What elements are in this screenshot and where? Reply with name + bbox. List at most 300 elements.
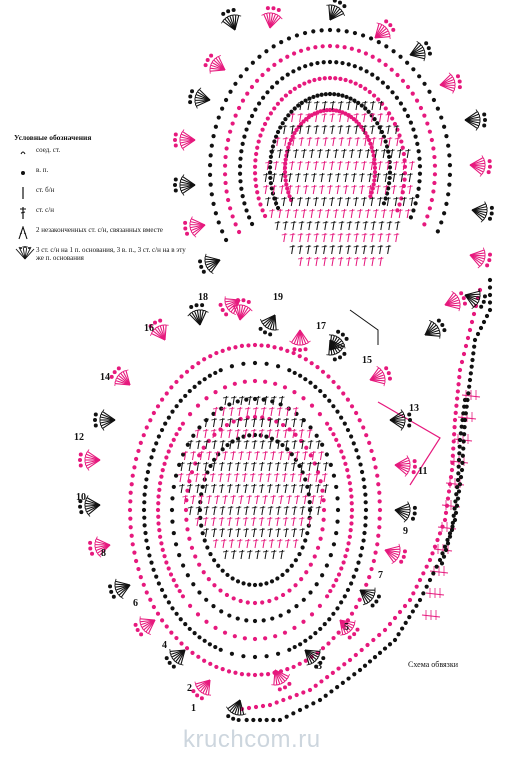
- chain-dot: [178, 427, 182, 431]
- chain-dot: [170, 520, 174, 524]
- chain-dot: [314, 684, 318, 688]
- chain-dot: [446, 192, 450, 196]
- chain-dot: [204, 620, 208, 624]
- stitch-row: [179, 462, 328, 471]
- chain-dot: [391, 49, 395, 53]
- chain-dot: [488, 278, 492, 282]
- chain-dot: [278, 718, 282, 722]
- chain-dot: [443, 518, 447, 522]
- chain-dot: [339, 566, 343, 570]
- chain-dot: [325, 422, 329, 426]
- chain-dot: [352, 441, 356, 445]
- chain-dot: [411, 609, 415, 613]
- stitch-row: [275, 137, 401, 146]
- chain-dot: [456, 478, 460, 482]
- chain-dot: [341, 681, 345, 685]
- chain-dot: [348, 658, 352, 662]
- chain-dot: [281, 593, 285, 597]
- chain-dot: [360, 546, 364, 550]
- chain-dot: [165, 624, 169, 628]
- chain-dot: [427, 90, 431, 94]
- chain-dot: [323, 622, 327, 626]
- chain-dot: [417, 187, 421, 191]
- chain-dot: [433, 164, 437, 168]
- chain-dot: [142, 516, 146, 520]
- stitch-row: [182, 451, 323, 460]
- chain-dot: [331, 584, 335, 588]
- chain-dot: [336, 508, 340, 512]
- shell-fan: [226, 700, 246, 722]
- chain-dot: [241, 362, 245, 366]
- chain-dot: [334, 578, 338, 582]
- chain-dot: [175, 404, 179, 408]
- chain-dot: [204, 396, 208, 400]
- chain-dot: [435, 565, 439, 569]
- chain-dot: [304, 446, 308, 450]
- chain-dot: [191, 434, 195, 438]
- chain-dot: [360, 648, 364, 652]
- chain-dot: [181, 422, 185, 426]
- chain-dot: [203, 377, 207, 381]
- chain-dot: [293, 106, 297, 110]
- chain-dot: [406, 85, 410, 89]
- chain-dot: [160, 588, 164, 592]
- chain-dot: [293, 87, 297, 91]
- chain-dot: [460, 468, 464, 472]
- chain-dot: [253, 158, 257, 162]
- chain-dot: [254, 705, 258, 709]
- shell-fan: [165, 649, 185, 669]
- chain-dot: [440, 561, 444, 565]
- chain-dot: [208, 662, 212, 666]
- chain-dot: [373, 465, 377, 469]
- stitch-row: [188, 440, 322, 449]
- chain-dot: [276, 130, 280, 134]
- chain-dot: [329, 553, 333, 557]
- chain-dot: [208, 642, 212, 646]
- stitch-row: [195, 517, 313, 526]
- chain-dot: [271, 144, 275, 148]
- chain-dot: [354, 605, 358, 609]
- chain-dot: [402, 178, 406, 182]
- chain-dot: [164, 455, 168, 459]
- chain-dot: [356, 561, 360, 565]
- chain-dot: [320, 93, 324, 97]
- chain-dot: [146, 546, 150, 550]
- chain-dot: [320, 443, 324, 447]
- chain-dot: [274, 596, 278, 600]
- chain-dot: [447, 183, 451, 187]
- chain-dot: [226, 138, 230, 142]
- chain-dot: [304, 357, 308, 361]
- chain-dot: [349, 521, 353, 525]
- chain-dot: [212, 558, 216, 562]
- chain-dot: [397, 202, 401, 206]
- chain-dot: [152, 411, 156, 415]
- chain-dot: [245, 718, 249, 722]
- chain-dot: [439, 220, 443, 224]
- shell-fan: [395, 455, 417, 476]
- shell-fan: [259, 315, 279, 336]
- chain-dot: [339, 416, 343, 420]
- chain-dot: [232, 419, 236, 423]
- chain-dot: [263, 380, 267, 384]
- chain-dot: [363, 493, 367, 497]
- chain-dot: [346, 588, 350, 592]
- chain-dot: [143, 485, 147, 489]
- chain-dot: [287, 142, 291, 146]
- chain-dot: [309, 62, 313, 66]
- shell-fan: [395, 502, 417, 523]
- chain-dot: [400, 626, 404, 630]
- chain-dot: [349, 494, 353, 498]
- chain-dot: [320, 489, 324, 493]
- chain-dot: [444, 134, 448, 138]
- chain-dot: [219, 648, 223, 652]
- chain-dot: [348, 96, 352, 100]
- stitch-row: [275, 221, 401, 230]
- chain-dot: [201, 485, 205, 489]
- chain-dot: [398, 55, 402, 59]
- chain-dot: [326, 374, 330, 378]
- chain-dot: [218, 588, 222, 592]
- chain-dot: [451, 446, 455, 450]
- chain-dot: [471, 351, 475, 355]
- chain-dot: [299, 49, 303, 53]
- chain-dot: [310, 404, 314, 408]
- chain-dot: [419, 106, 423, 110]
- chain-dot: [329, 689, 333, 693]
- chain-dot: [457, 465, 461, 469]
- chain-dot: [148, 598, 152, 602]
- chain-dot: [357, 49, 361, 53]
- dc-icon: [14, 206, 36, 220]
- chain-dot: [360, 470, 364, 474]
- chain-dot: [414, 604, 418, 608]
- chain-dot: [373, 170, 377, 174]
- chain-dot: [452, 506, 456, 510]
- chain-dot: [284, 157, 288, 161]
- chain-dot: [448, 163, 452, 167]
- chain-dot: [293, 371, 297, 375]
- chain-dot: [458, 368, 462, 372]
- chain-dot: [390, 68, 394, 72]
- shell-fan: [465, 109, 487, 130]
- chain-dot: [268, 165, 272, 169]
- stitch-row: [298, 101, 384, 110]
- chain-dot: [253, 165, 257, 169]
- shell-fan: [425, 319, 446, 339]
- chain-dot: [169, 443, 173, 447]
- chain-dot: [179, 641, 183, 645]
- chain-dot: [240, 344, 244, 348]
- chain-dot: [418, 598, 422, 602]
- chain-dot: [372, 93, 376, 97]
- chain-dot: [328, 589, 332, 593]
- chain-dot: [293, 583, 297, 587]
- chain-dot: [342, 662, 346, 666]
- chain-dot: [448, 482, 452, 486]
- chain-dot: [254, 184, 258, 188]
- chain-dot: [202, 446, 206, 450]
- chain-dot: [354, 81, 358, 85]
- chain-dot: [364, 583, 368, 587]
- shell-fan: [465, 289, 487, 309]
- chain-dot: [233, 345, 237, 349]
- chain-dot: [348, 481, 352, 485]
- chain-dot: [279, 347, 283, 351]
- chain-dot: [364, 51, 368, 55]
- chain-dot: [160, 428, 164, 432]
- chain-dot: [286, 73, 290, 77]
- chain-dot: [175, 612, 179, 616]
- chain-dot: [210, 192, 214, 196]
- chain-dot: [415, 585, 419, 589]
- chain-dot: [371, 638, 375, 642]
- chain-dot: [132, 465, 136, 469]
- chain-dot: [358, 553, 362, 557]
- chain-dot: [272, 106, 276, 110]
- chain-dot: [305, 705, 309, 709]
- row-number-5: 5: [344, 622, 349, 633]
- chain-dot: [292, 390, 296, 394]
- chain-dot: [308, 425, 312, 429]
- chain-dot: [318, 627, 322, 631]
- chain-dot: [193, 385, 197, 389]
- diagram-caption: Схема обвязки: [408, 660, 458, 669]
- chain-dot: [174, 474, 178, 478]
- chain-dot: [139, 575, 143, 579]
- chain-dot: [293, 645, 297, 649]
- chain-dot: [165, 391, 169, 395]
- shell-icon: [14, 246, 36, 260]
- chain-dot: [221, 667, 225, 671]
- chain-dot: [363, 664, 367, 668]
- chain-dot: [403, 108, 407, 112]
- chain-dot: [174, 584, 178, 588]
- chain-dot: [350, 515, 354, 519]
- chain-dot: [353, 31, 357, 35]
- chain-dot: [462, 352, 466, 356]
- chain-dot: [311, 701, 315, 705]
- chain-dot: [308, 688, 312, 692]
- chain-dot: [269, 111, 273, 115]
- chain-dot: [244, 127, 248, 131]
- chain-dot: [316, 546, 320, 550]
- chain-dot: [421, 571, 425, 575]
- chain-dot: [260, 73, 264, 77]
- chain-dot: [369, 36, 373, 40]
- chain-dot: [188, 389, 192, 393]
- chain-dot: [328, 92, 332, 96]
- chain-dot: [364, 433, 368, 437]
- chain-dot: [292, 51, 296, 55]
- chain-dot: [361, 538, 365, 542]
- chain-dot: [205, 545, 209, 549]
- chain-dot: [185, 646, 189, 650]
- chain-dot: [225, 593, 229, 597]
- chain-dot: [360, 103, 364, 107]
- chain-dot: [367, 441, 371, 445]
- chain-dot: [220, 229, 224, 233]
- chain-dot: [361, 477, 365, 481]
- chain-dot: [294, 458, 298, 462]
- chain-dot: [350, 612, 354, 616]
- chain-dot: [458, 438, 462, 442]
- chain-dot: [370, 73, 374, 77]
- chain-dot: [428, 130, 432, 134]
- chain-dot: [169, 572, 173, 576]
- chain-dot: [285, 349, 289, 353]
- chain-dot: [221, 349, 225, 353]
- legend-label-slip: соед. ст.: [36, 146, 61, 154]
- chain-dot: [345, 468, 349, 472]
- slip-stitch-icon: [14, 146, 36, 160]
- chain-dot: [233, 634, 237, 638]
- chain-dot: [156, 612, 160, 616]
- chain-dot: [322, 518, 326, 522]
- chain-dot: [425, 214, 429, 218]
- shell-fan: [370, 366, 392, 386]
- chain-dot: [328, 76, 332, 80]
- chain-dot: [386, 85, 390, 89]
- chain-dot: [275, 81, 279, 85]
- chain-dot: [234, 222, 238, 226]
- chain-dot: [154, 441, 158, 445]
- chain-dot: [231, 121, 235, 125]
- chain-dot: [349, 528, 353, 532]
- chain-dot: [449, 475, 453, 479]
- chain-dot: [208, 374, 212, 378]
- stitch-row: [290, 245, 392, 254]
- chain-dot: [436, 229, 440, 233]
- chain-dot: [172, 578, 176, 582]
- chain-dot: [310, 612, 314, 616]
- chain-dot: [280, 573, 284, 577]
- chain-dot: [345, 548, 349, 552]
- chain-dot: [211, 134, 215, 138]
- chain-dot: [246, 600, 250, 604]
- chain-dot: [243, 636, 247, 640]
- chain-dot: [279, 613, 283, 617]
- chain-dot: [216, 564, 220, 568]
- chain-dot: [485, 314, 489, 318]
- chain-dot: [257, 101, 261, 105]
- chain-dot: [399, 101, 403, 105]
- chain-dot: [162, 462, 166, 466]
- chain-dot: [368, 90, 372, 94]
- chain-dot: [239, 74, 243, 78]
- row-number-10: 10: [76, 492, 86, 503]
- chain-dot: [306, 47, 310, 51]
- chain-dot: [283, 117, 287, 121]
- chain-dot: [144, 538, 148, 542]
- chain-dot: [276, 102, 280, 106]
- chain-dot: [417, 74, 421, 78]
- chain-dot: [451, 521, 455, 525]
- chain-dot: [213, 626, 217, 630]
- chain-dot: [388, 176, 392, 180]
- chain-dot: [335, 496, 339, 500]
- chain-dot: [409, 215, 413, 219]
- chain-dot: [250, 222, 254, 226]
- chain-dot: [444, 202, 448, 206]
- chain-dot: [445, 504, 449, 508]
- chain-dot: [301, 396, 305, 400]
- chain-dot: [233, 82, 237, 86]
- stitch-row: [269, 209, 411, 218]
- chain-dot: [413, 135, 417, 139]
- chain-dot: [377, 525, 381, 529]
- chain-dot: [241, 581, 245, 585]
- chain-dot: [149, 561, 153, 565]
- chain-dot: [463, 398, 467, 402]
- chain-dot: [422, 114, 426, 118]
- chain-dot: [268, 703, 272, 707]
- chain-dot: [395, 96, 399, 100]
- chain-dot: [325, 452, 329, 456]
- chain-dot: [208, 464, 212, 468]
- chain-dot: [230, 652, 234, 656]
- chain-dot: [156, 501, 160, 505]
- chain-dot: [361, 33, 365, 37]
- chain-dot: [174, 636, 178, 640]
- chain-dot: [227, 347, 231, 351]
- chain-dot: [157, 434, 161, 438]
- chain-dot: [307, 79, 311, 83]
- chain-dot: [298, 708, 302, 712]
- chain-dot: [297, 464, 301, 468]
- chain-dot: [134, 457, 138, 461]
- chain-dot: [266, 344, 270, 348]
- chain-dot: [324, 92, 328, 96]
- chain-dot: [240, 672, 244, 676]
- chain-dot: [163, 421, 167, 425]
- chain-dot: [158, 535, 162, 539]
- chain-dot: [431, 189, 435, 193]
- chain-dot: [270, 616, 274, 620]
- chain-dot: [447, 153, 451, 157]
- chain-dot: [184, 508, 188, 512]
- chain-dot: [287, 588, 291, 592]
- chain-dot: [295, 33, 299, 37]
- chain-dot: [174, 432, 178, 436]
- shell-fan: [198, 254, 220, 274]
- chain-dot: [415, 194, 419, 198]
- chain-dot: [411, 208, 415, 212]
- chain-dot: [304, 570, 308, 574]
- shell-fan: [340, 620, 359, 639]
- chain-dot: [361, 425, 365, 429]
- chain-dot: [326, 641, 330, 645]
- chain-dot: [331, 636, 335, 640]
- chain-dot: [290, 564, 294, 568]
- chain-dot: [302, 81, 306, 85]
- chain-dot: [234, 114, 238, 118]
- chain-dot: [371, 186, 375, 190]
- chain-dot: [470, 320, 474, 324]
- chain-dot: [442, 125, 446, 129]
- chain-dot: [297, 84, 301, 88]
- chain-dot: [230, 364, 234, 368]
- chain-dot: [191, 582, 195, 586]
- chain-dot: [323, 76, 327, 80]
- chain-dot: [348, 535, 352, 539]
- shell-fan: [262, 6, 283, 28]
- chain-dot: [440, 525, 444, 529]
- stitch-fans: [78, 0, 494, 722]
- chain-dot: [350, 404, 354, 408]
